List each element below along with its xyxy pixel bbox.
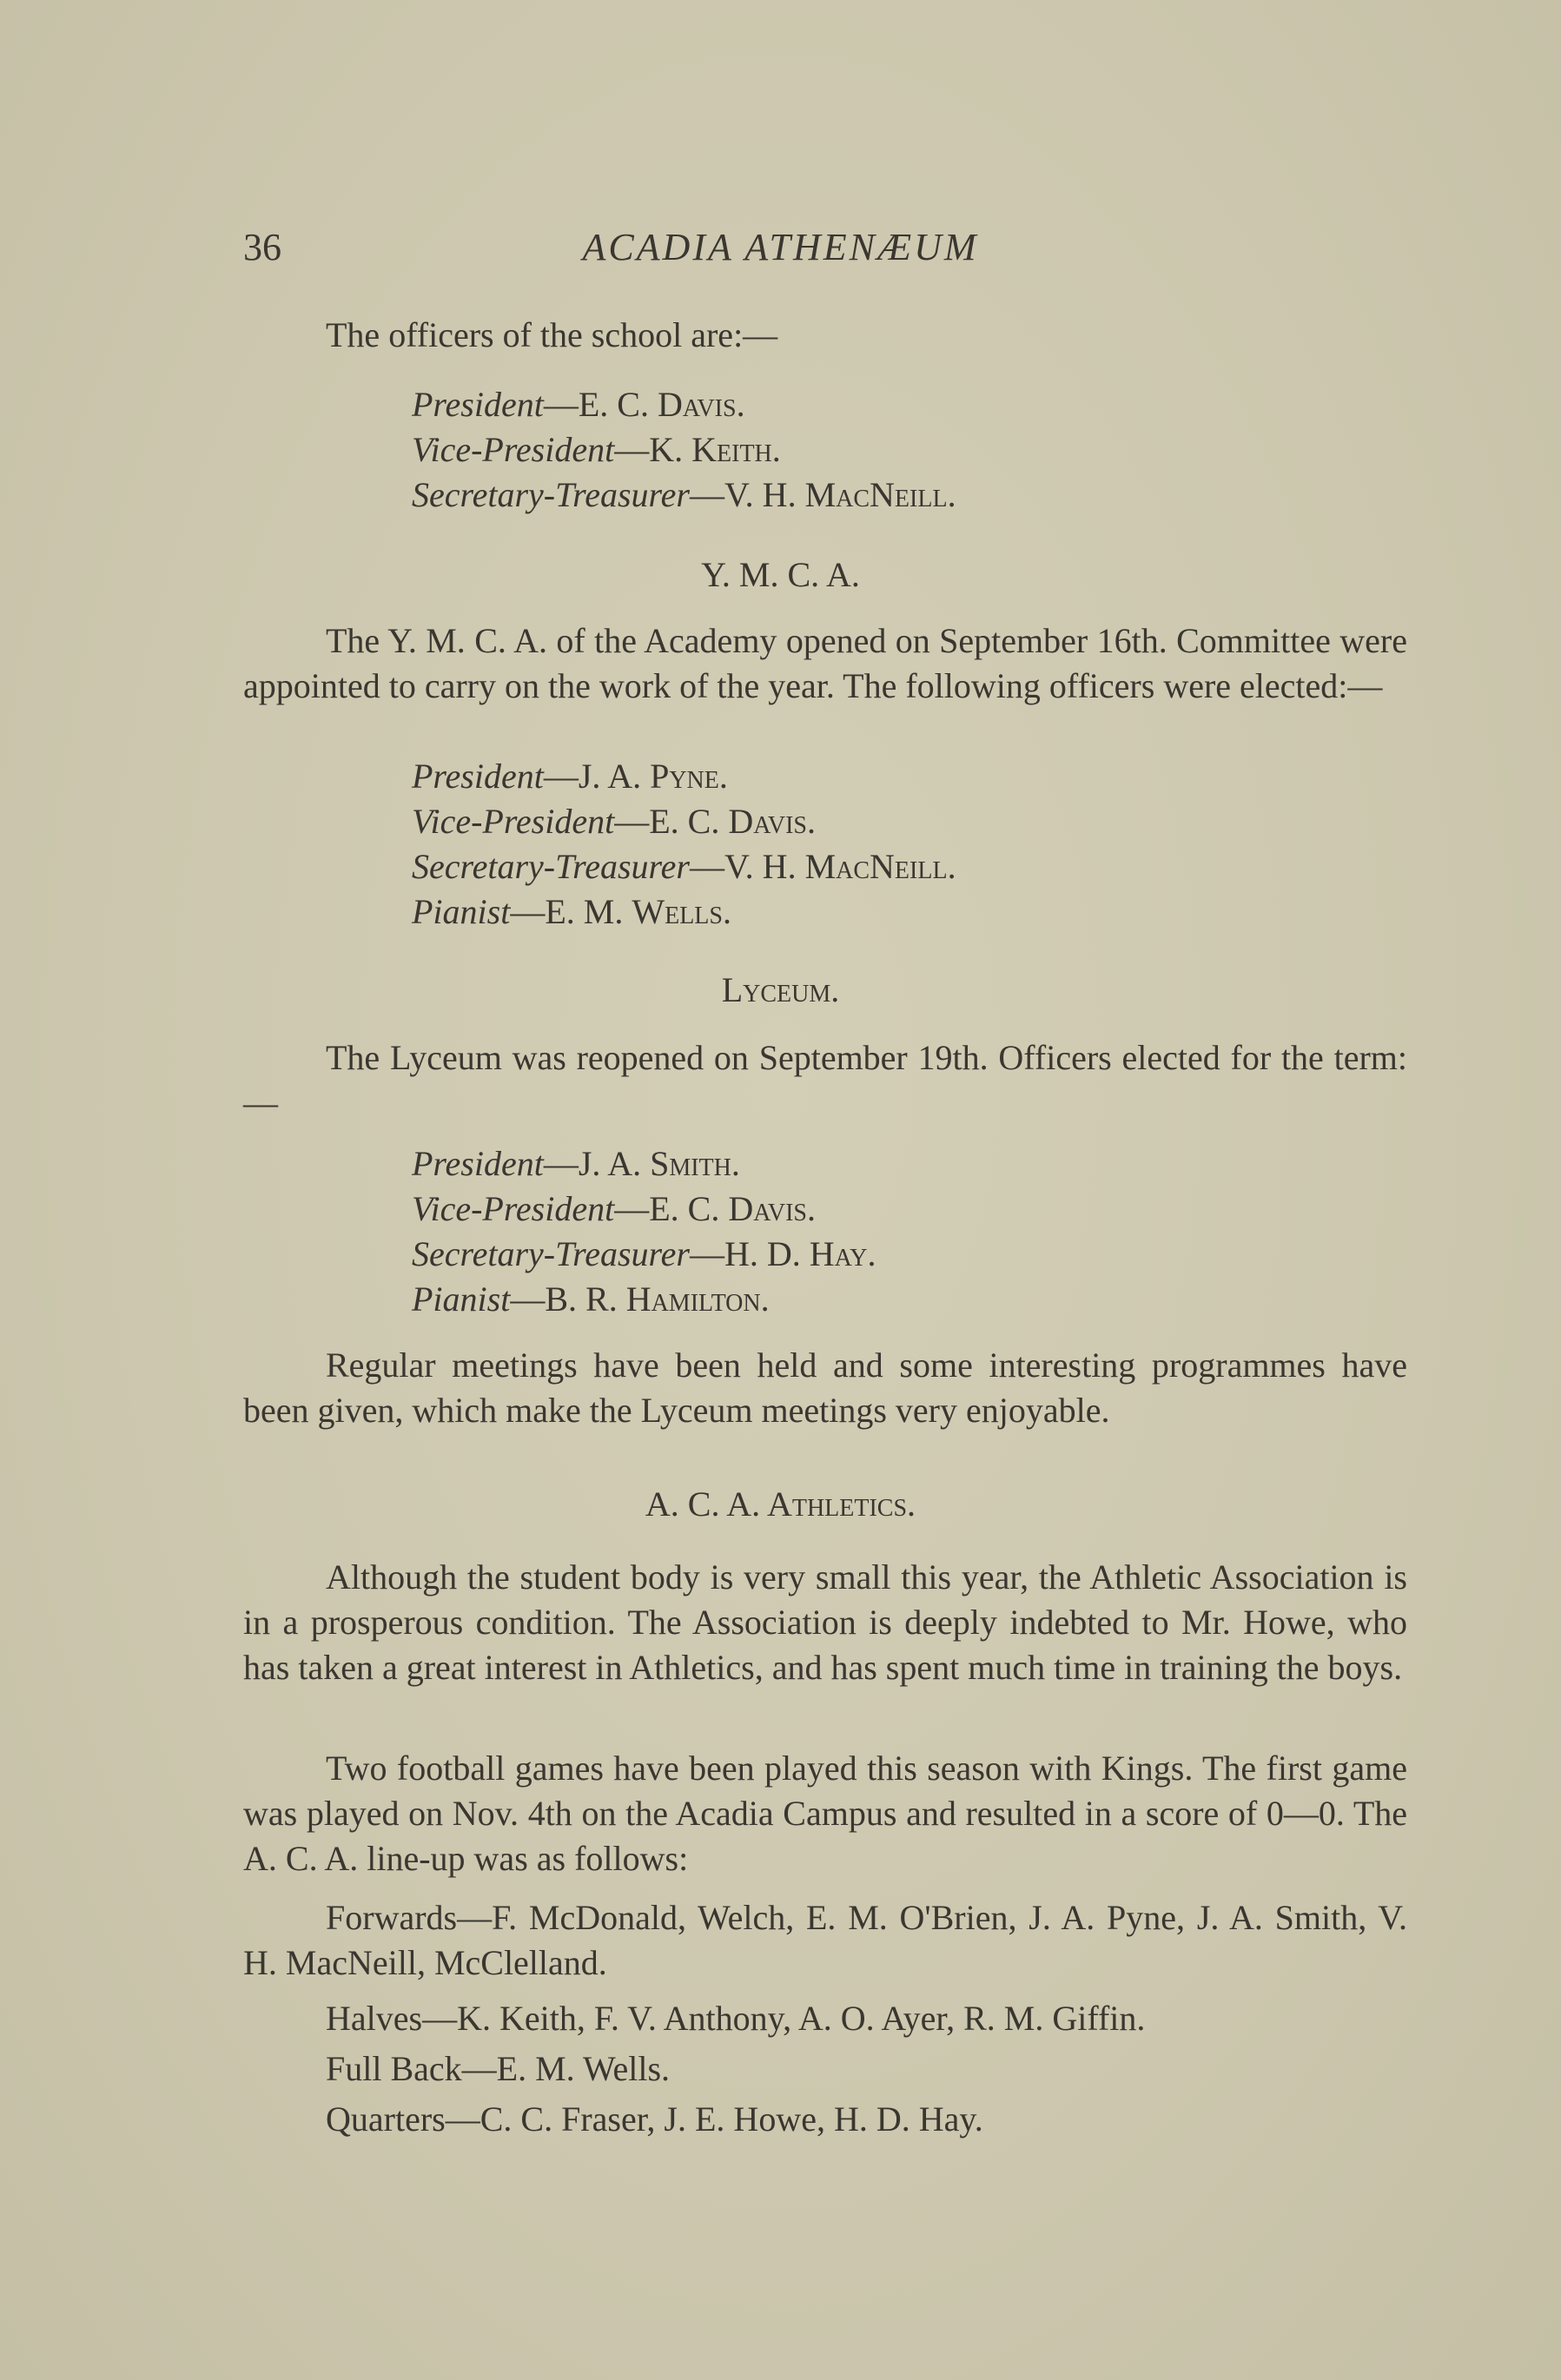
initials: E. C.: [649, 802, 720, 841]
surname: MacNeill.: [804, 847, 956, 886]
lineup-halves: Halves—K. Keith, F. V. Anthony, A. O. Ayer, R. M. Giffin.: [326, 1999, 1146, 2038]
surname: Smith.: [650, 1144, 740, 1183]
role-label: Pianist: [412, 892, 511, 931]
surname: MacNeill.: [804, 475, 956, 514]
initials: K.: [649, 430, 684, 469]
lineup-quarters: Quarters—C. C. Fraser, J. E. Howe, H. D. Hay.: [326, 2099, 983, 2139]
surname: Keith.: [691, 430, 781, 469]
initials: J. A.: [578, 1144, 642, 1183]
surname: Hamilton.: [625, 1279, 770, 1319]
initials: B. R.: [545, 1279, 618, 1319]
ymca-heading: Y. M. C. A.: [701, 555, 860, 594]
initials: E. C.: [578, 385, 649, 424]
lyceum-heading: Lyceum.: [721, 970, 840, 1009]
surname: Davis.: [728, 1189, 816, 1228]
page-number: 36: [243, 226, 281, 268]
surname: Davis.: [657, 385, 745, 424]
ymca-officer-pianist: Pianist—E. M. Wells.: [412, 892, 731, 931]
ymca-paragraph: The Y. M. C. A. of the Academy opened on September 16th. Committee were appointed to carry on the work of the year. The following officers were elected:—: [243, 621, 1407, 705]
role-label: Vice-President: [412, 430, 615, 469]
ymca-officer-president: President—J. A. Pyne.: [412, 757, 728, 796]
school-intro: The officers of the school are:—: [326, 315, 778, 354]
initials: J. A.: [578, 757, 642, 796]
athletics-heading: A. C. A. Athletics.: [645, 1484, 916, 1524]
role-label: President: [412, 1144, 544, 1183]
role-label: Pianist: [412, 1279, 511, 1319]
role-label: Vice-President: [412, 802, 615, 841]
lyceum-officer-vice-president: Vice-President—E. C. Davis.: [412, 1189, 816, 1228]
athletics-paragraph-1: Although the student body is very small this year, the Athletic Association is in a prosperous condition. The Association is deeply indebted to Mr. Howe, who has taken a great interest in Athletics, and has spent much time in training the boys.: [243, 1557, 1407, 1687]
school-officer-secretary-treasurer: Secretary-Treasurer—V. H. MacNeill.: [412, 475, 956, 514]
lyceum-officer-pianist: Pianist—B. R. Hamilton.: [412, 1279, 770, 1319]
role-label: Secretary-Treasurer: [412, 1234, 690, 1273]
role-label: Vice-President: [412, 1189, 615, 1228]
surname: Davis.: [728, 802, 816, 841]
role-label: Secretary-Treasurer: [412, 847, 690, 886]
school-officer-vice-president: Vice-President—K. Keith.: [412, 430, 781, 469]
ymca-officer-vice-president: Vice-President—E. C. Davis.: [412, 802, 816, 841]
role-label: Secretary-Treasurer: [412, 475, 690, 514]
initials: V. H.: [724, 475, 797, 514]
lineup-fullback: Full Back—E. M. Wells.: [326, 2049, 671, 2088]
surname: Hay.: [809, 1234, 876, 1273]
role-label: President: [412, 757, 544, 796]
role-label: President: [412, 385, 544, 424]
school-officer-president: President—E. C. Davis.: [412, 385, 745, 424]
surname: Wells.: [632, 892, 731, 931]
initials: E. C.: [649, 1189, 720, 1228]
athletics-paragraph-2: Two football games have been played this season with Kings. The first game was played on Nov. 4th on the Acadia Campus and resulted in a score of 0—0. The A. C. A. line-up was as follows:: [243, 1749, 1407, 1878]
ymca-officer-secretary-treasurer: Secretary-Treasurer—V. H. MacNeill.: [412, 847, 956, 886]
lyceum-officer-president: President—J. A. Smith.: [412, 1144, 740, 1183]
lyceum-closing: Regular meetings have been held and some interesting programmes have been given, which make the Lyceum meetings very enjoyable.: [243, 1345, 1407, 1430]
lineup-forwards: Forwards—F. McDonald, Welch, E. M. O'Brien, J. A. Pyne, J. A. Smith, V. H. MacNeill, McClelland.: [243, 1898, 1407, 1982]
initials: H. D.: [724, 1234, 801, 1273]
initials: E. M.: [545, 892, 624, 931]
lyceum-paragraph: The Lyceum was reopened on September 19th. Officers elected for the term:—: [243, 1038, 1407, 1122]
initials: V. H.: [724, 847, 797, 886]
running-title: ACADIA ATHENÆUM: [582, 226, 979, 268]
surname: Pyne.: [650, 757, 728, 796]
lyceum-officer-secretary-treasurer: Secretary-Treasurer—H. D. Hay.: [412, 1234, 876, 1273]
